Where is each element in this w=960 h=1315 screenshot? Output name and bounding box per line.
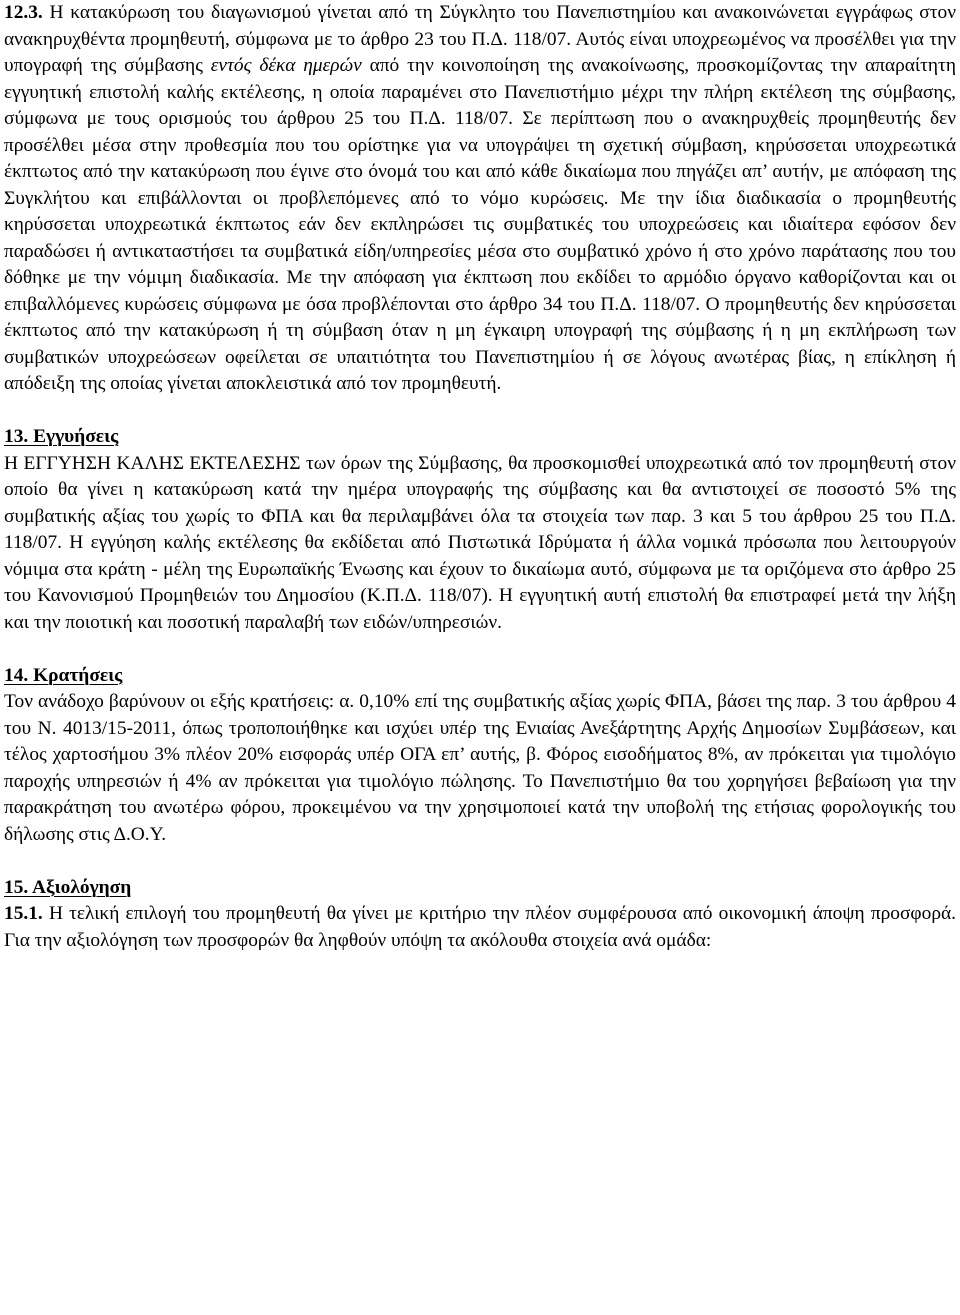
section-13-heading (4, 424, 956, 451)
spacer (4, 636, 956, 663)
section-number-12-3: 12.3. (4, 2, 43, 23)
section-number-15-1: 15.1. (4, 903, 43, 924)
section-14-title: 14. Κρατήσεις (4, 664, 123, 686)
section-14-body: Τον ανάδοχο βαρύνουν οι εξής κρατήσεις: α. 0,10% επί της συμβατικής αξίας χωρίς ΦΠΑ, βάσει της παρ. 3 του άρθρου 4 του Ν. 4013/15-2011, όπως τροποποιήθηκε και ισχύει υπέρ της Ενιαίας Ανεξάρτητης Αρχής Δημοσίων Συμβάσεων, και τέλος χαρτοσήμου 3% πλέον 20% εισφοράς υπέρ ΟΓΑ επ’ αυτής, β. Φόρος εισοδήματος 8%, αν πρόκειται για τιμολόγιο παροχής υπηρεσιών ή 4% αν πρόκειται για τιμολόγιο πώλησης. Το Πανεπιστήμιο θα του χορηγήσει βεβαίωση για την παρακράτηση του ανωτέρω φόρου, προκειμένου να την χρησιμοποιεί κατά την υποβολή της ετήσιας φορολογικής του δήλωσης στις Δ.Ο.Υ. (4, 691, 956, 845)
spacer (4, 398, 956, 425)
paragraph-12-3-italic: εντός δέκα ημερών (210, 55, 362, 76)
section-13-body: Η ΕΓΓΥΗΣΗ ΚΑΛΗΣ ΕΚΤΕΛΕΣΗΣ των όρων της Σύμβασης, θα προσκομισθεί υποχρεωτικά από τον προμηθευτή στον οποίο θα γίνει η κατακύρωση κατά την ημέρα υπογραφής της σύμβασης και θα αντιστοιχεί σε ποσοστό 5% της συμβατικής αξίας του χωρίς το ΦΠΑ και θα περιλαμβάνει όλα τα στοιχεία των παρ. 3 και 5 του άρθρου 25 του Π.Δ. 118/07. Η εγγύηση καλής εκτέλεσης θα εκδίδεται από Πιστωτικά Ιδρύματα ή άλλα νομικά πρόσωπα που λειτουργούν νόμιμα στα κράτη - μέλη της Ευρωπαϊκής Ένωσης και έχουν το δικαίωμα αυτό, σύμφωνα με τα οριζόμενα στο άρθρο 25 του Κανονισμού Προμηθειών του Δημοσίου (Κ.Π.Δ. 118/07). Η εγγυητική αυτή επιστολή θα επιστραφεί μετά την λήξη και την ποιοτική και ποσοτική παραλαβή των ειδών/υπηρεσιών. (4, 452, 956, 633)
paragraph-15-1 (4, 901, 956, 954)
paragraph-12-3 (4, 0, 956, 398)
section-15-heading (4, 875, 956, 902)
paragraph-15-1-text: Η τελική επιλογή του προμηθευτή θα γίνει με κριτήριο την πλέον συμφέρουσα από οικονομική άποψη προσφορά. Για την αξιολόγηση των προσφορών θα ληφθούν υπόψη τα ακόλουθα στοιχεία ανά ομάδα: (4, 903, 956, 951)
paragraph-12-3-text-2: από την κοινοποίηση της ανακοίνωσης, προσκομίζοντας την απαραίτητη εγγυητική επιστολή καλής εκτέλεσης, η οποία παραμένει στο Πανεπιστήμιο μέχρι την πλήρη εκτέλεση της σύμβασης, σύμφωνα με τους ορισμούς του άρθρου 25 του Π.Δ. 118/07. Σε περίπτωση που ο ανακηρυχθείς προμηθευτής δεν προσέλθει μέσα στην προθεσμία που του ορίστηκε για να υπογράψει τη σχετική σύμβαση, κηρύσσεται υποχρεωτικά έκπτωτος από την κατακύρωση που έγινε στο όνομά του και από κάθε δικαίωμα που πηγάζει απ’ αυτήν, με απόφαση της Συγκλήτου και επιβάλλονται οι προβλεπόμενες από το νόμο κυρώσεις. Με την ίδια διαδικασία ο προμηθευτής κηρύσσεται υποχρεωτικά έκπτωτος εάν δεν εκπληρώσει τις συμβατικές του υποχρεώσεις και ιδιαίτερα εφόσον δεν παραδώσει ή αντικαταστήσει τα συμβατικά είδη/υπηρεσίες μέσα στο συμβατικό χρόνο ή στο χρόνο παράτασης που του δόθηκε με την νόμιμη διαδικασία. Με την απόφαση για έκπτωση που εκδίδει το αρμόδιο όργανο καθορίζονται και οι επιβαλλόμενες κυρώσεις σύμφωνα με όσα προβλέπονται στο άρθρο 34 του Π.Δ. 118/07. Ο προμηθευτής δεν κηρύσσεται έκπτωτος από την κατακύρωση ή τη σύμβαση όταν η μη έγκαιρη υπογραφή της σύμβασης ή η μη εκπλήρωση των συμβατικών υποχρεώσεων οφείλεται σε υπαιτιότητα του Πανεπιστημίου ή σε λόγους ανωτέρας βίας, η επίκληση ή απόδειξη της οποίας γίνεται αποκλειστικά από τον προμηθευτή. (4, 55, 956, 394)
section-14-heading (4, 663, 956, 690)
section-15-title: 15. Αξιολόγηση (4, 876, 132, 898)
paragraph-12-3-text-1: Η κατακύρωση του διαγωνισμού γίνεται από τη Σύγκλητο του Πανεπιστημίου και ανακοινώνεται εγγράφως στον ανακηρυχθέντα προμηθευτή, σύμφωνα με το άρθρο 23 του Π.Δ. 118/07. Αυτός είναι υποχρεωμένος να προσέλθει για την υπογραφή της σύμβασης (4, 2, 956, 76)
section-13-title: 13. Εγγυήσεις (4, 426, 119, 447)
spacer (4, 848, 956, 875)
